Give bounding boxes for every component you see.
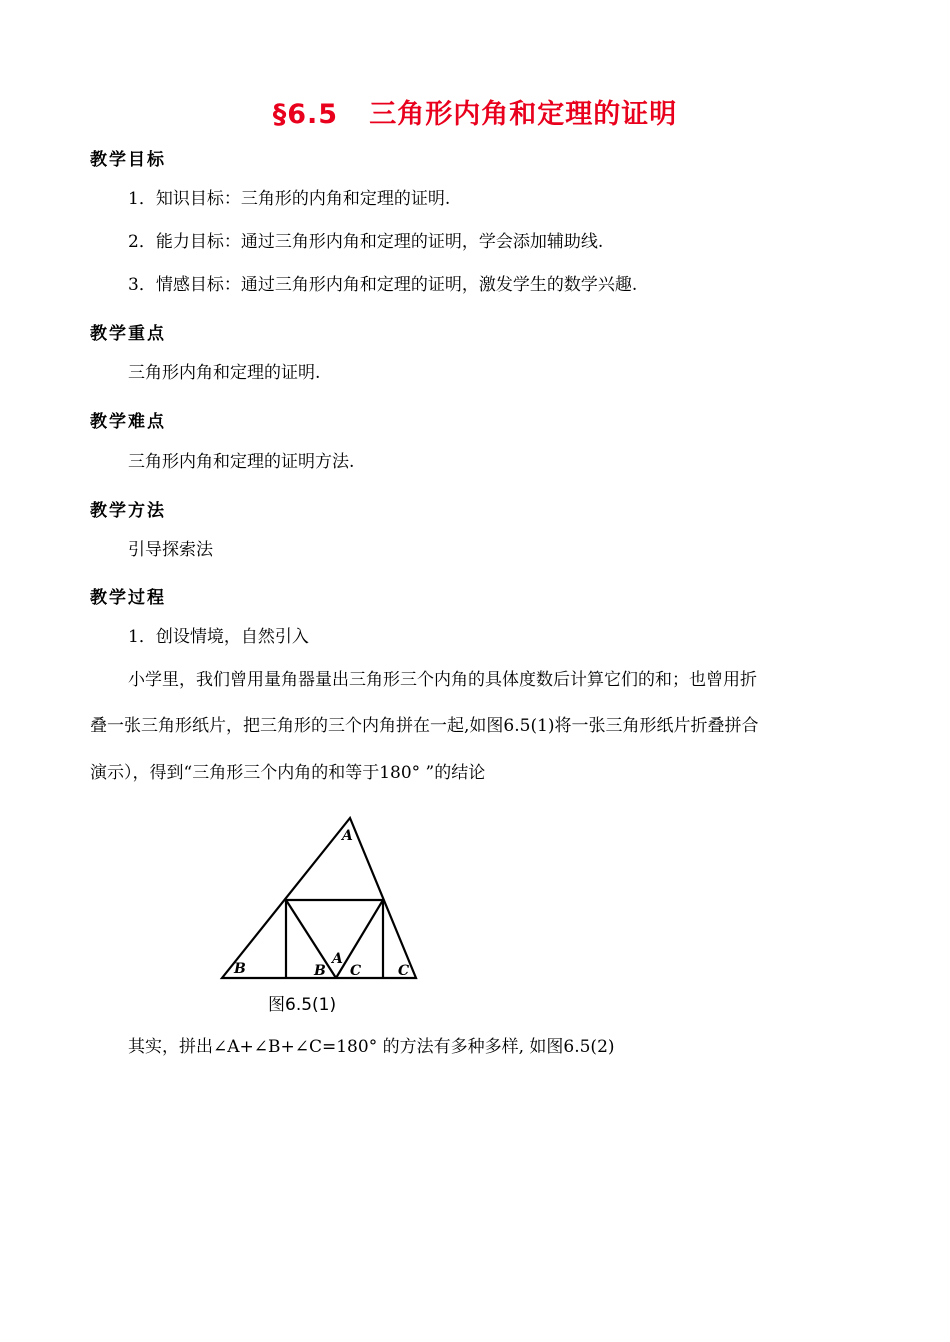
label-a-top: A	[342, 828, 353, 844]
difficulty-text: 三角形内角和定理的证明方法.	[128, 452, 355, 472]
paragraph-line-3: 演示），得到“三角形三个内角的和等于180° ”的结论	[90, 763, 486, 783]
heading-key-point: 教学重点	[90, 324, 166, 344]
figure-caption: 图6.5(1)	[268, 995, 337, 1015]
triangle-folding-figure	[218, 812, 424, 1018]
process-step-1: 1．创设情境，自然引入	[128, 627, 309, 647]
triangle-diagram	[218, 812, 424, 992]
label-b-mid: B	[314, 963, 326, 979]
objective-item-3: 3．情感目标：通过三角形内角和定理的证明，激发学生的数学兴趣.	[128, 275, 638, 295]
objective-item-2: 2．能力目标：通过三角形内角和定理的证明，学会添加辅助线.	[128, 232, 604, 252]
heading-method: 教学方法	[90, 501, 166, 521]
paragraph-after-figure: 其实，拼出∠A+∠B+∠C=180° 的方法有多种多样, 如图6.5(2)	[128, 1037, 615, 1057]
paragraph-line-2: 叠一张三角形纸片，把三角形的三个内角拼在一起,如图6.5(1)将一张三角形纸片折叠拼合	[90, 716, 759, 736]
label-c-mid: C	[350, 963, 362, 979]
left-fold-edge	[286, 900, 336, 978]
label-c-right: C	[398, 963, 410, 979]
paragraph-line-1: 小学里，我们曾用量角器量出三角形三个内角的具体度数后计算它们的和；也曾用折	[128, 670, 757, 690]
label-b-left: B	[234, 961, 246, 977]
heading-objectives: 教学目标	[90, 150, 166, 170]
heading-process: 教学过程	[90, 588, 166, 608]
document-title: §6.5 三角形内角和定理的证明	[272, 99, 678, 130]
objective-item-1: 1．知识目标：三角形的内角和定理的证明.	[128, 189, 451, 209]
label-a-mid: A	[332, 951, 343, 967]
heading-difficulty: 教学难点	[90, 412, 166, 432]
method-text: 引导探索法	[128, 540, 213, 560]
key-point-text: 三角形内角和定理的证明.	[128, 363, 321, 383]
outer-triangle	[222, 818, 416, 978]
